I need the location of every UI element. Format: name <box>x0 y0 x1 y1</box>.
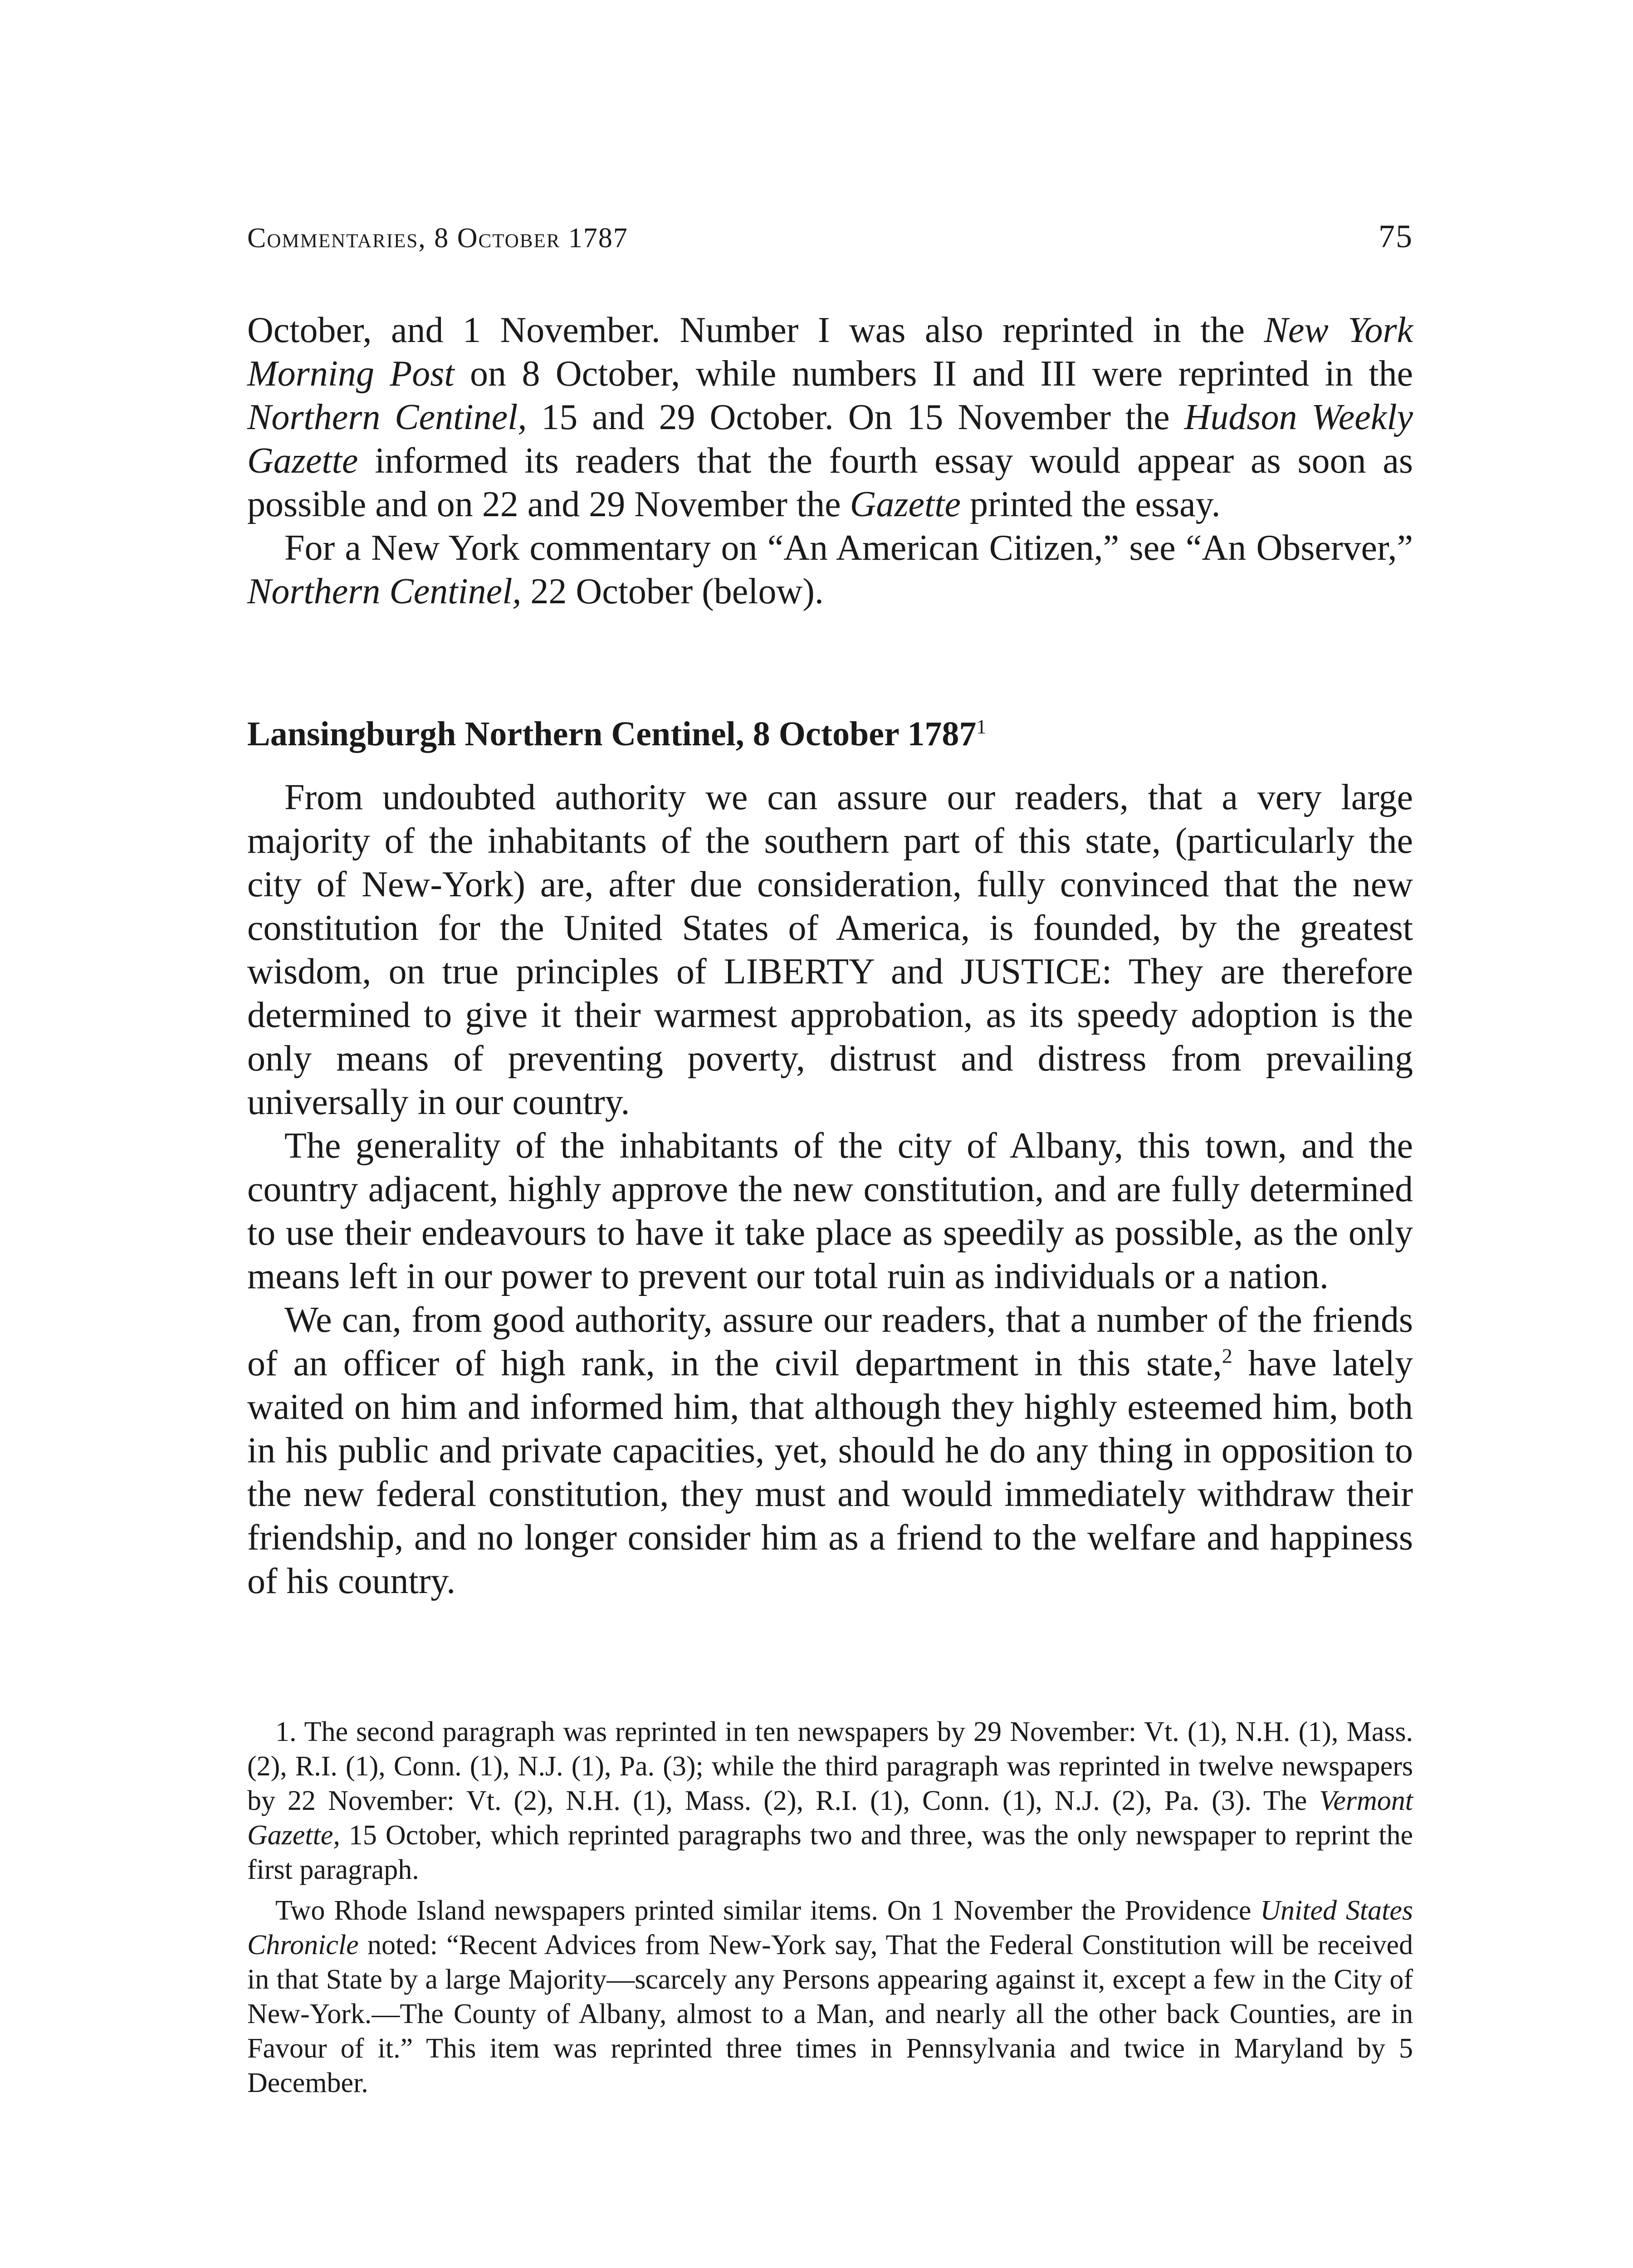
article-paragraph-2: The generality of the inhabitants of the city of Albany, this town, and the country adjacent, highly approve the new constitution, and are fully determined to use their endeavours to have it take place as speedily as possible, as the only means left in our power to prevent our total ruin as individuals or a nation. <box>247 1126 1413 1296</box>
page-number: 75 <box>1379 218 1413 254</box>
footnotes <box>247 1715 1413 2107</box>
footnote-ref-2: 2 <box>1222 1344 1232 1368</box>
section-title: Lansingburgh Northern Centinel, 8 October 1787$^1$ <box>247 715 987 753</box>
footnote-1: 1. The second paragraph was reprinted in ten newspapers by 29 November: Vt. (1), N.H. (1), Mass. (2), R.I. (1), Conn. (1), N.J. (1), Pa. (3); while the third paragraph was reprinted in twelve newspapers by 22 November: Vt. (2), N.H. (1), Mass. (2), R.I. (1), Conn. (1), N.J. (2), Pa. (3). The Vermont Gazette, 15 October, which reprinted paragraphs two and three, was the only newspaper to reprint the first paragraph. <box>247 1716 1413 1885</box>
article-text <box>247 776 1413 1603</box>
running-head: Commentaries, 8 October 1787 <box>247 223 628 254</box>
intro-text <box>247 308 1413 613</box>
intro-paragraph-1: October, and 1 November. Number I was also reprinted in the New York Morning Post on 8 October, while numbers II and III were reprinted in the Northern Centinel, 15 and 29 October. On 15 November the Hudson Weekly Gazette informed its readers that the fourth essay would appear as soon as possible and on 22 and 29 November the Gazette printed the essay. <box>247 310 1413 524</box>
intro-paragraph-2: For a New York commentary on “An American Citizen,” see “An Observer,” Northern Centinel, 22 October (below). <box>247 528 1413 611</box>
article-paragraph-1: From undoubted authority we can assure our readers, that a very large majority of the inhabitants of the southern part of this state, (particularly the city of New-York) are, after due consideration, fully convinced that the new constitution for the United States of America, is founded, by the greatest wisdom, on true principles of LIBERTY and JUSTICE: They are therefore determined to give it their warmest approbation, as its speedy adoption is the only means of preventing poverty, distrust and distress from prevailing universally in our country. <box>247 777 1413 1122</box>
footnote-ref-1: 1 <box>976 715 987 738</box>
footnote-2: Two Rhode Island newspapers printed similar items. On 1 November the Providence United States Chronicle noted: “Recent Advices from New-York say, That the Federal Constitution will be received in that State by a large Majority—scarcely any Persons appearing against it, except a few in the City of New-York.—The County of Albany, almost to a Man, and nearly all the other back Counties, are in Favour of it.” This item was reprinted three times in Pennsylvania and twice in Maryland by 5 December. <box>247 1895 1413 2098</box>
article-paragraph-3: We can, from good authority, assure our readers, that a number of the friends of an officer of high rank, in the civil department in this state,$^2$ have lately waited on him and informed him, that although they highly esteemed him, both in his public and private capacities, yet, should he do any thing in opposition to the new federal constitution, they must and would immediately withdraw their friendship, and no longer consider him as a friend to the welfare and happiness of his country. <box>247 1300 1413 1601</box>
page-header <box>247 218 1413 268</box>
